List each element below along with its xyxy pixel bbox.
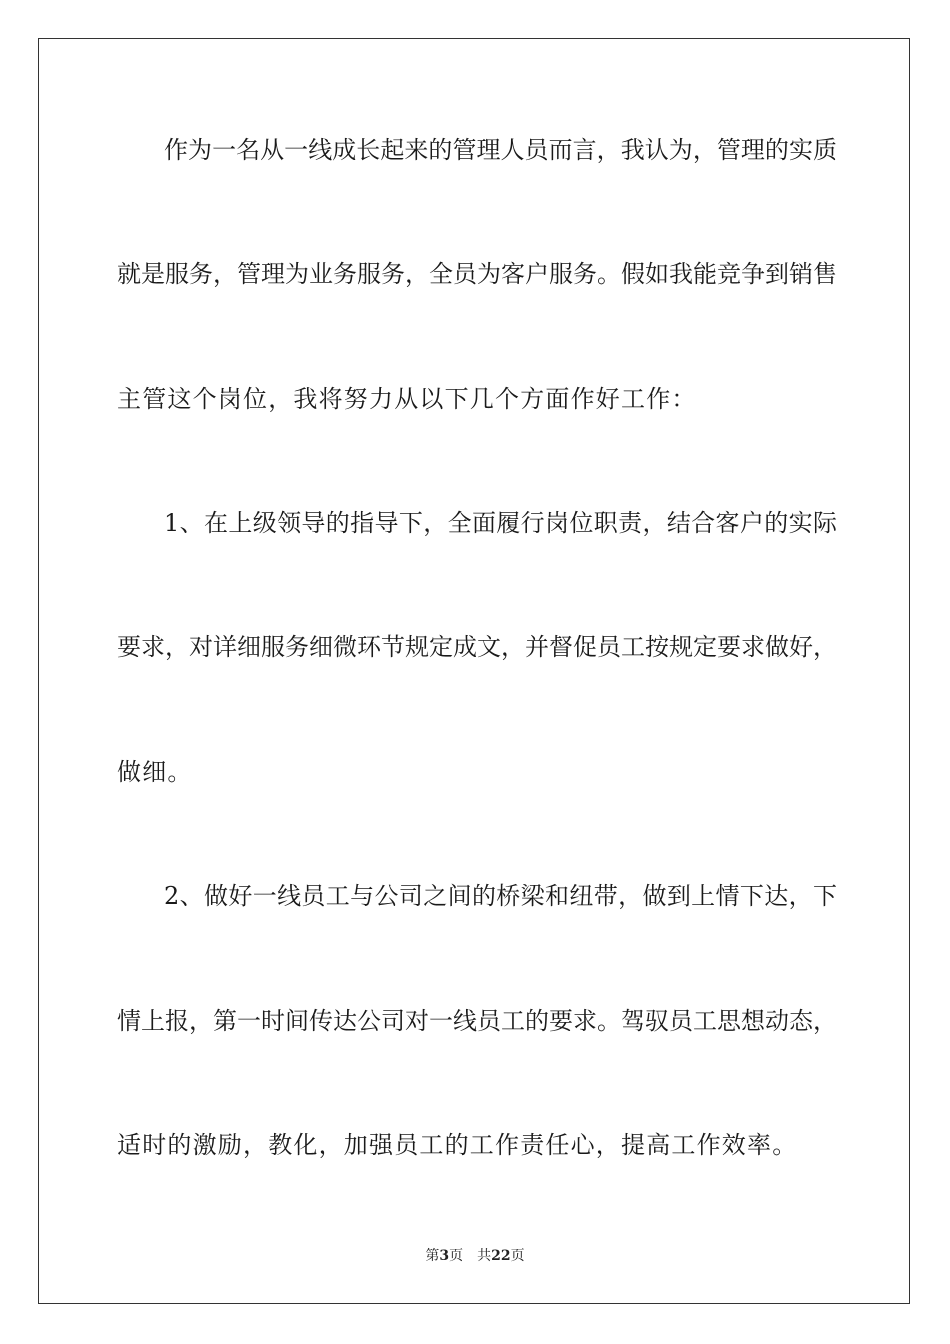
paragraph-line-2: 就是服务，管理为业务服务，全员为客户服务。假如我能竞争到销售 [117, 260, 837, 288]
footer-page-number: 3 [439, 1248, 450, 1264]
paragraph-line-1: 作为一名从一线成长起来的管理人员而言，我认为，管理的实质 [164, 136, 837, 164]
footer-total-pages: 22 [491, 1248, 511, 1264]
footer-page-prefix: 第 [425, 1248, 440, 1264]
paragraph-line-3: 主管这个岗位，我将努力从以下几个方面作好工作： [117, 385, 697, 413]
paragraph-line-6: 做细。 [117, 758, 193, 786]
page-footer [0, 1247, 950, 1265]
paragraph-line-4: 1、在上级领导的指导下，全面履行岗位职责，结合客户的实际 [164, 509, 837, 537]
footer-total-suffix: 页 [510, 1248, 525, 1264]
paragraph-line-8: 情上报，第一时间传达公司对一线员工的要求。驾驭员工思想动态， [117, 1007, 837, 1035]
page-border [38, 38, 910, 1304]
paragraph-line-5: 要求，对详细服务细微环节规定成文，并督促员工按规定要求做好， [117, 633, 837, 661]
paragraph-line-9: 适时的激励，教化，加强员工的工作责任心，提高工作效率。 [117, 1131, 798, 1159]
paragraph-line-7: 2、做好一线员工与公司之间的桥梁和纽带，做到上情下达，下 [164, 882, 837, 910]
footer-page-suffix: 页 [449, 1248, 464, 1264]
footer-total-prefix: 共 [477, 1248, 492, 1264]
